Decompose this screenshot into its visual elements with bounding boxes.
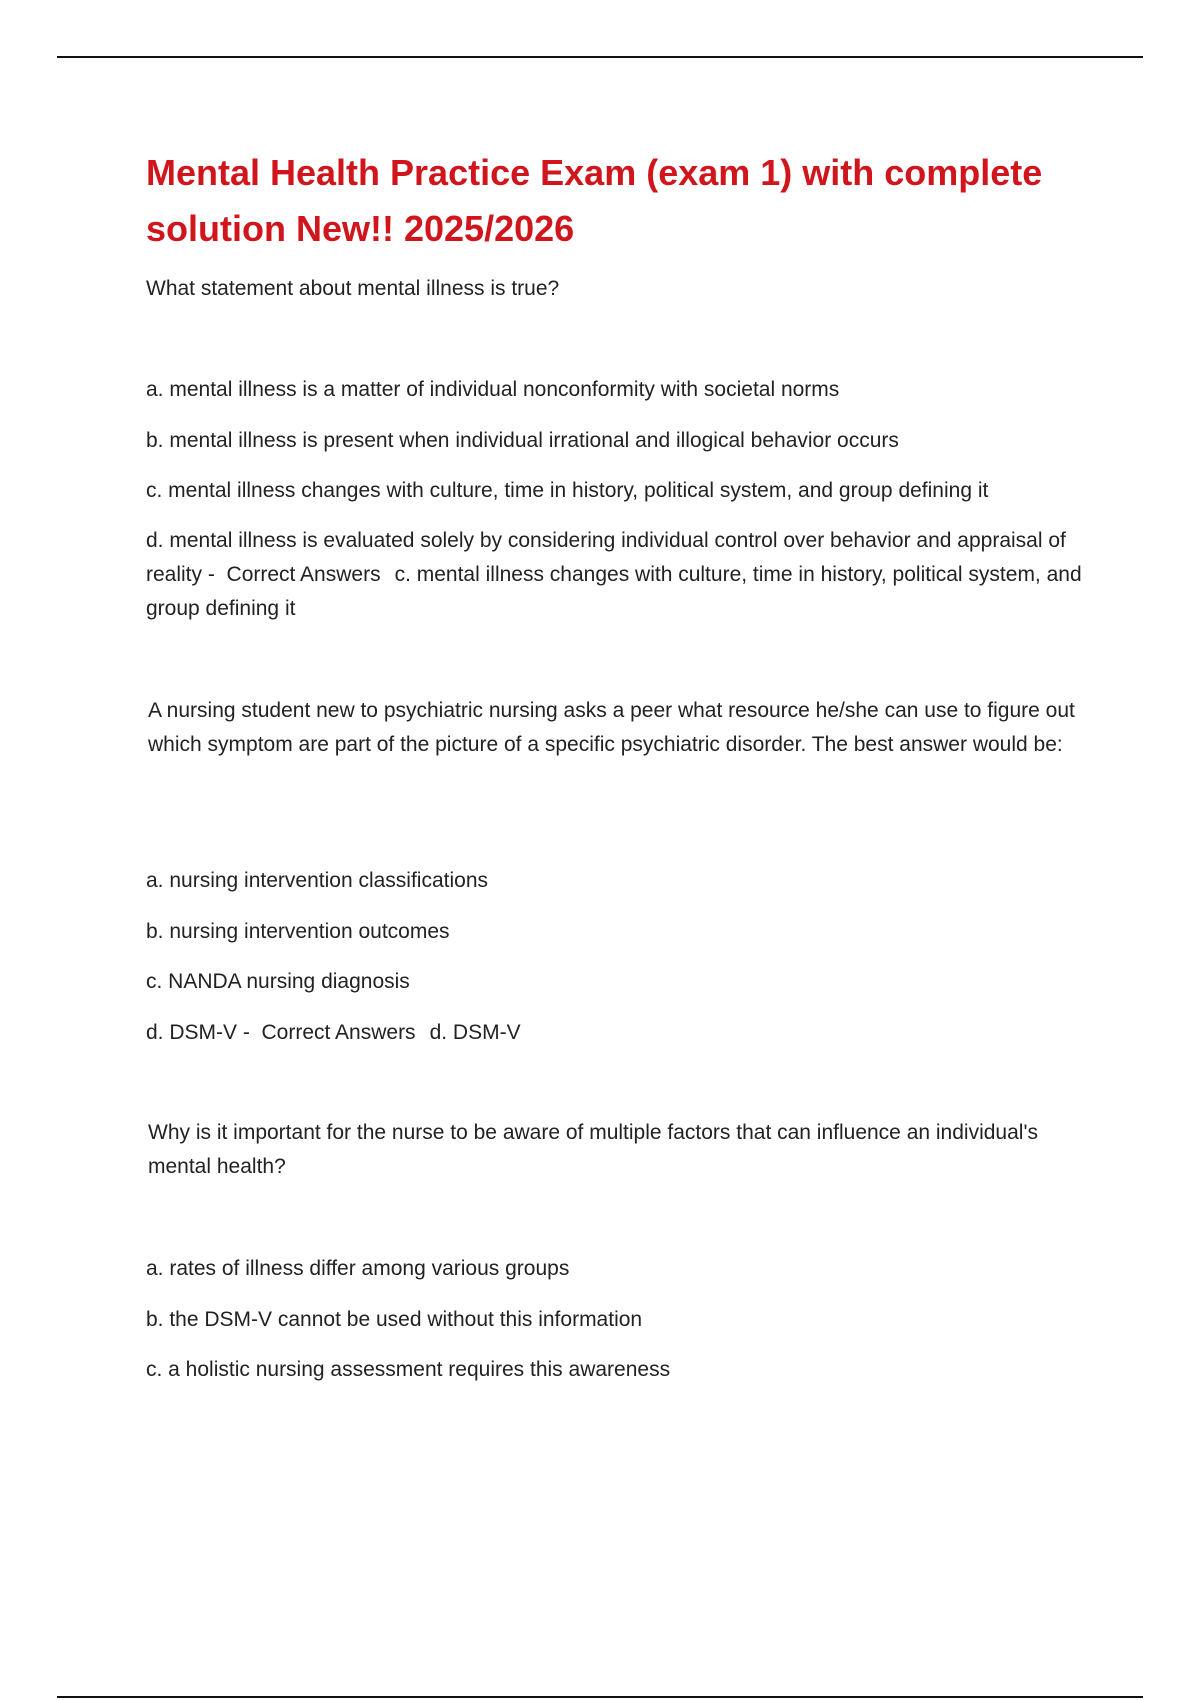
question-2-option-c: c. NANDA nursing diagnosis: [146, 970, 410, 993]
question-3-option-a: a. rates of illness differ among various groups: [146, 1257, 570, 1280]
header-rule: [57, 56, 1143, 58]
question-3-prompt: Why is it important for the nurse to be aware of multiple factors that can influence an individual's mental health?: [148, 1121, 1038, 1178]
question-2-correct-label: Correct Answers: [261, 1021, 416, 1044]
question-1-option-b: b. mental illness is present when individual irrational and illogical behavior occurs: [146, 429, 899, 452]
question-1-option-d: d. mental illness is evaluated solely by considering individual control over behavior and appraisal of reality -: [146, 529, 1066, 586]
question-3-option-b: b. the DSM-V cannot be used without this information: [146, 1308, 643, 1331]
question-2-option-b: b. nursing intervention outcomes: [146, 920, 450, 943]
question-1-option-d-with-answer: [146, 524, 1086, 626]
question-1-correct-answer: c. mental illness changes with culture, time in history, political system, and group defining it: [146, 563, 1082, 620]
question-1-option-a: a. mental illness is a matter of individual nonconformity with societal norms: [146, 378, 840, 401]
question-1-correct-label: Correct Answers: [226, 563, 381, 586]
footer-rule: [57, 1696, 1143, 1698]
question-2-option-a: a. nursing intervention classifications: [146, 869, 489, 892]
question-1-prompt: What statement about mental illness is true?: [146, 277, 560, 300]
question-2-option-d-with-answer: [146, 1016, 521, 1050]
question-2-option-d: d. DSM-V -: [146, 1021, 250, 1044]
question-2-prompt: A nursing student new to psychiatric nursing asks a peer what resource he/she can use to figure out which symptom are part of the picture of a specific psychiatric disorder. The best answer would be:: [148, 699, 1075, 756]
question-1-option-c: c. mental illness changes with culture, time in history, political system, and group defining it: [146, 479, 989, 502]
question-3-option-c: c. a holistic nursing assessment requires this awareness: [146, 1358, 671, 1381]
document-title: Mental Health Practice Exam (exam 1) with complete solution New!! 2025/2026: [146, 152, 1043, 249]
question-2-correct-answer: d. DSM-V: [429, 1021, 521, 1044]
